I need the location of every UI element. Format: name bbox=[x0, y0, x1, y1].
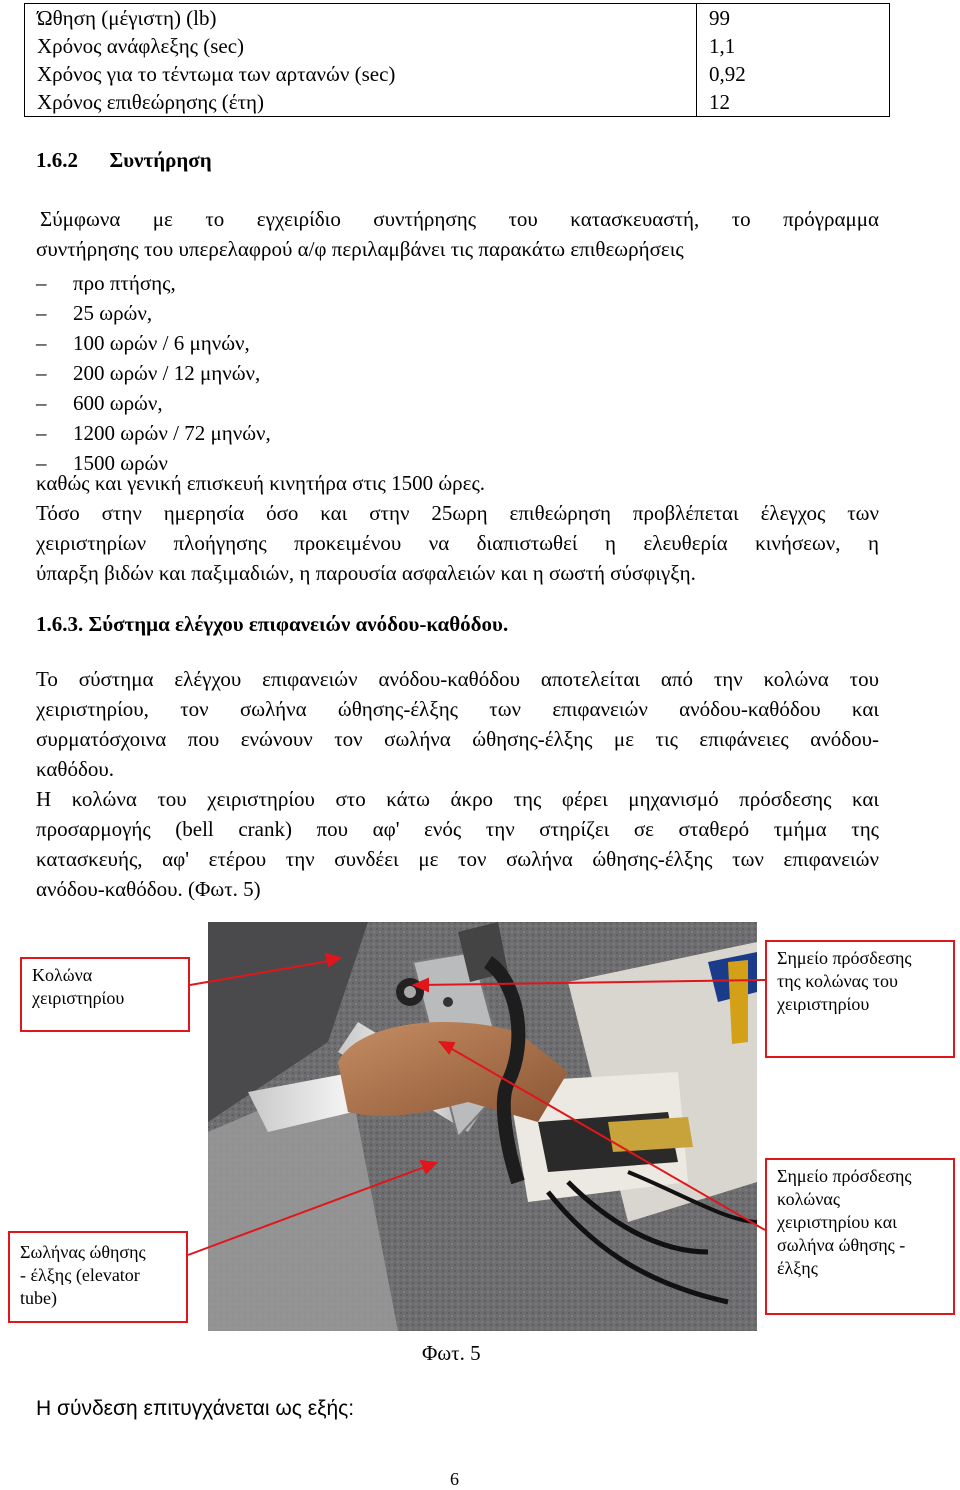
arrow-attach2-head bbox=[440, 1042, 454, 1053]
arrow-tube bbox=[188, 1165, 430, 1255]
dash-bullet: – bbox=[36, 451, 47, 475]
text-line: Σύμφωνα με το εγχειρίδιο συντήρησης του κατασκευαστή, το πρόγραμμα bbox=[40, 207, 879, 231]
text-line: χειριστηρίου, τον σωλήνα ώθησης-έλξης των επιφανειών ανόδου-καθόδου και bbox=[36, 697, 879, 721]
text-line: Η κολώνα του χειριστηρίου στο κάτω άκρο της φέρει μηχανισμό πρόσδεσης και bbox=[36, 787, 879, 811]
closing-text: Η σύνδεση επιτυγχάνεται ως εξής: bbox=[36, 1397, 355, 1420]
arrow-attach1 bbox=[420, 980, 765, 985]
text-line: Το σύστημα ελέγχου επιφανειών ανόδου-καθόδου αποτελείται από την κολώνα του bbox=[36, 667, 879, 691]
text-line: καθώς και γενική επισκευή κινητήρα στις 1500 ώρες. bbox=[36, 471, 486, 495]
dash-bullet: – bbox=[36, 271, 47, 295]
callout-column-attach: Σημείο πρόσδεσης της κολώνας του χειριστηρίου bbox=[765, 940, 955, 1058]
dash-bullet: – bbox=[36, 301, 47, 325]
page-number: 6 bbox=[450, 1469, 459, 1489]
dash-bullet: – bbox=[36, 361, 47, 385]
callout-elevator-tube: Σωλήνας ώθησης - έλξης (elevator tube) bbox=[8, 1231, 188, 1323]
list-item: – 25 ωρών, bbox=[36, 298, 271, 328]
dash-bullet: – bbox=[36, 421, 47, 445]
list-item: – προ πτήσης, bbox=[36, 268, 271, 298]
spec-label: Χρόνος επιθεώρησης (έτη) bbox=[25, 88, 697, 117]
spec-label: Χρόνος για το τέντωμα των αρτανών (sec) bbox=[25, 60, 697, 88]
spec-value: 1,1 bbox=[697, 32, 890, 60]
text-line: κατασκευής, αφ' ετέρου την συνδέει με τον σωλήνα ώθησης-έλξης των επιφανειών bbox=[36, 847, 879, 871]
callout-column-tube-attach: Σημείο πρόσδεσης κολώνας χειριστηρίου και σωλήνα ώθησης - έλξης bbox=[765, 1158, 955, 1315]
list-item: – 100 ωρών / 6 μηνών, bbox=[36, 328, 271, 358]
text-line: Τόσο στην ημερησία όσο και στην 25ωρη επιθεώρηση προβλέπεται έλεγχος των bbox=[36, 501, 879, 525]
arrow-column-head bbox=[326, 954, 340, 966]
callout-control-column: Κολώνα χειριστηρίου bbox=[20, 957, 190, 1032]
arrow-attach1-head bbox=[414, 979, 428, 991]
list-item: – 1200 ωρών / 72 μηνών, bbox=[36, 418, 271, 448]
section-heading-elevator: 1.6.3. Σύστημα ελέγχου επιφανειών ανόδου-καθόδου. bbox=[36, 612, 509, 636]
text-line: ύπαρξη βιδών και παξιμαδιών, η παρουσία ασφαλειών και η σωστή σύσφιγξη. bbox=[36, 561, 696, 585]
spec-value: 99 bbox=[697, 4, 890, 33]
spec-value: 12 bbox=[697, 88, 890, 117]
list-item: – 1500 ωρών bbox=[36, 448, 271, 478]
spec-label: Ώθηση (μέγιστη) (lb) bbox=[25, 4, 697, 33]
list-item: – 600 ωρών, bbox=[36, 388, 271, 418]
arrow-column bbox=[190, 960, 335, 985]
spec-value: 0,92 bbox=[697, 60, 890, 88]
spec-label: Χρόνος ανάφλεξης (sec) bbox=[25, 32, 697, 60]
text-line: συρματόσχοινα που ενώνουν τον σωλήνα ώθησης-έλξης με τις επιφάνειες ανόδου- bbox=[36, 727, 879, 751]
photo-caption: Φωτ. 5 bbox=[422, 1341, 481, 1365]
text-line: καθόδου. bbox=[36, 757, 115, 781]
text-line: συντήρησης του υπερελαφρού α/φ περιλαμβάνει τις παρακάτω επιθεωρήσεις bbox=[36, 237, 684, 261]
text-line: προσαρμογής (bell crank) που αφ' ενός την στηρίζει σε σταθερό τμήμα της bbox=[36, 817, 879, 841]
dash-bullet: – bbox=[36, 391, 47, 415]
dash-bullet: – bbox=[36, 331, 47, 355]
list-item: – 200 ωρών / 12 μηνών, bbox=[36, 358, 271, 388]
text-line: χειριστηρίων πλοήγησης προκειμένου να διαπιστωθεί η ελευθερία κινήσεων, η bbox=[36, 531, 879, 555]
arrow-tube-head bbox=[421, 1161, 436, 1173]
arrow-attach2 bbox=[445, 1045, 765, 1230]
text-line: ανόδου-καθόδου. (Φωτ. 5) bbox=[36, 877, 261, 901]
section-heading-maintenance: 1.6.2 Συντήρηση bbox=[36, 148, 212, 172]
